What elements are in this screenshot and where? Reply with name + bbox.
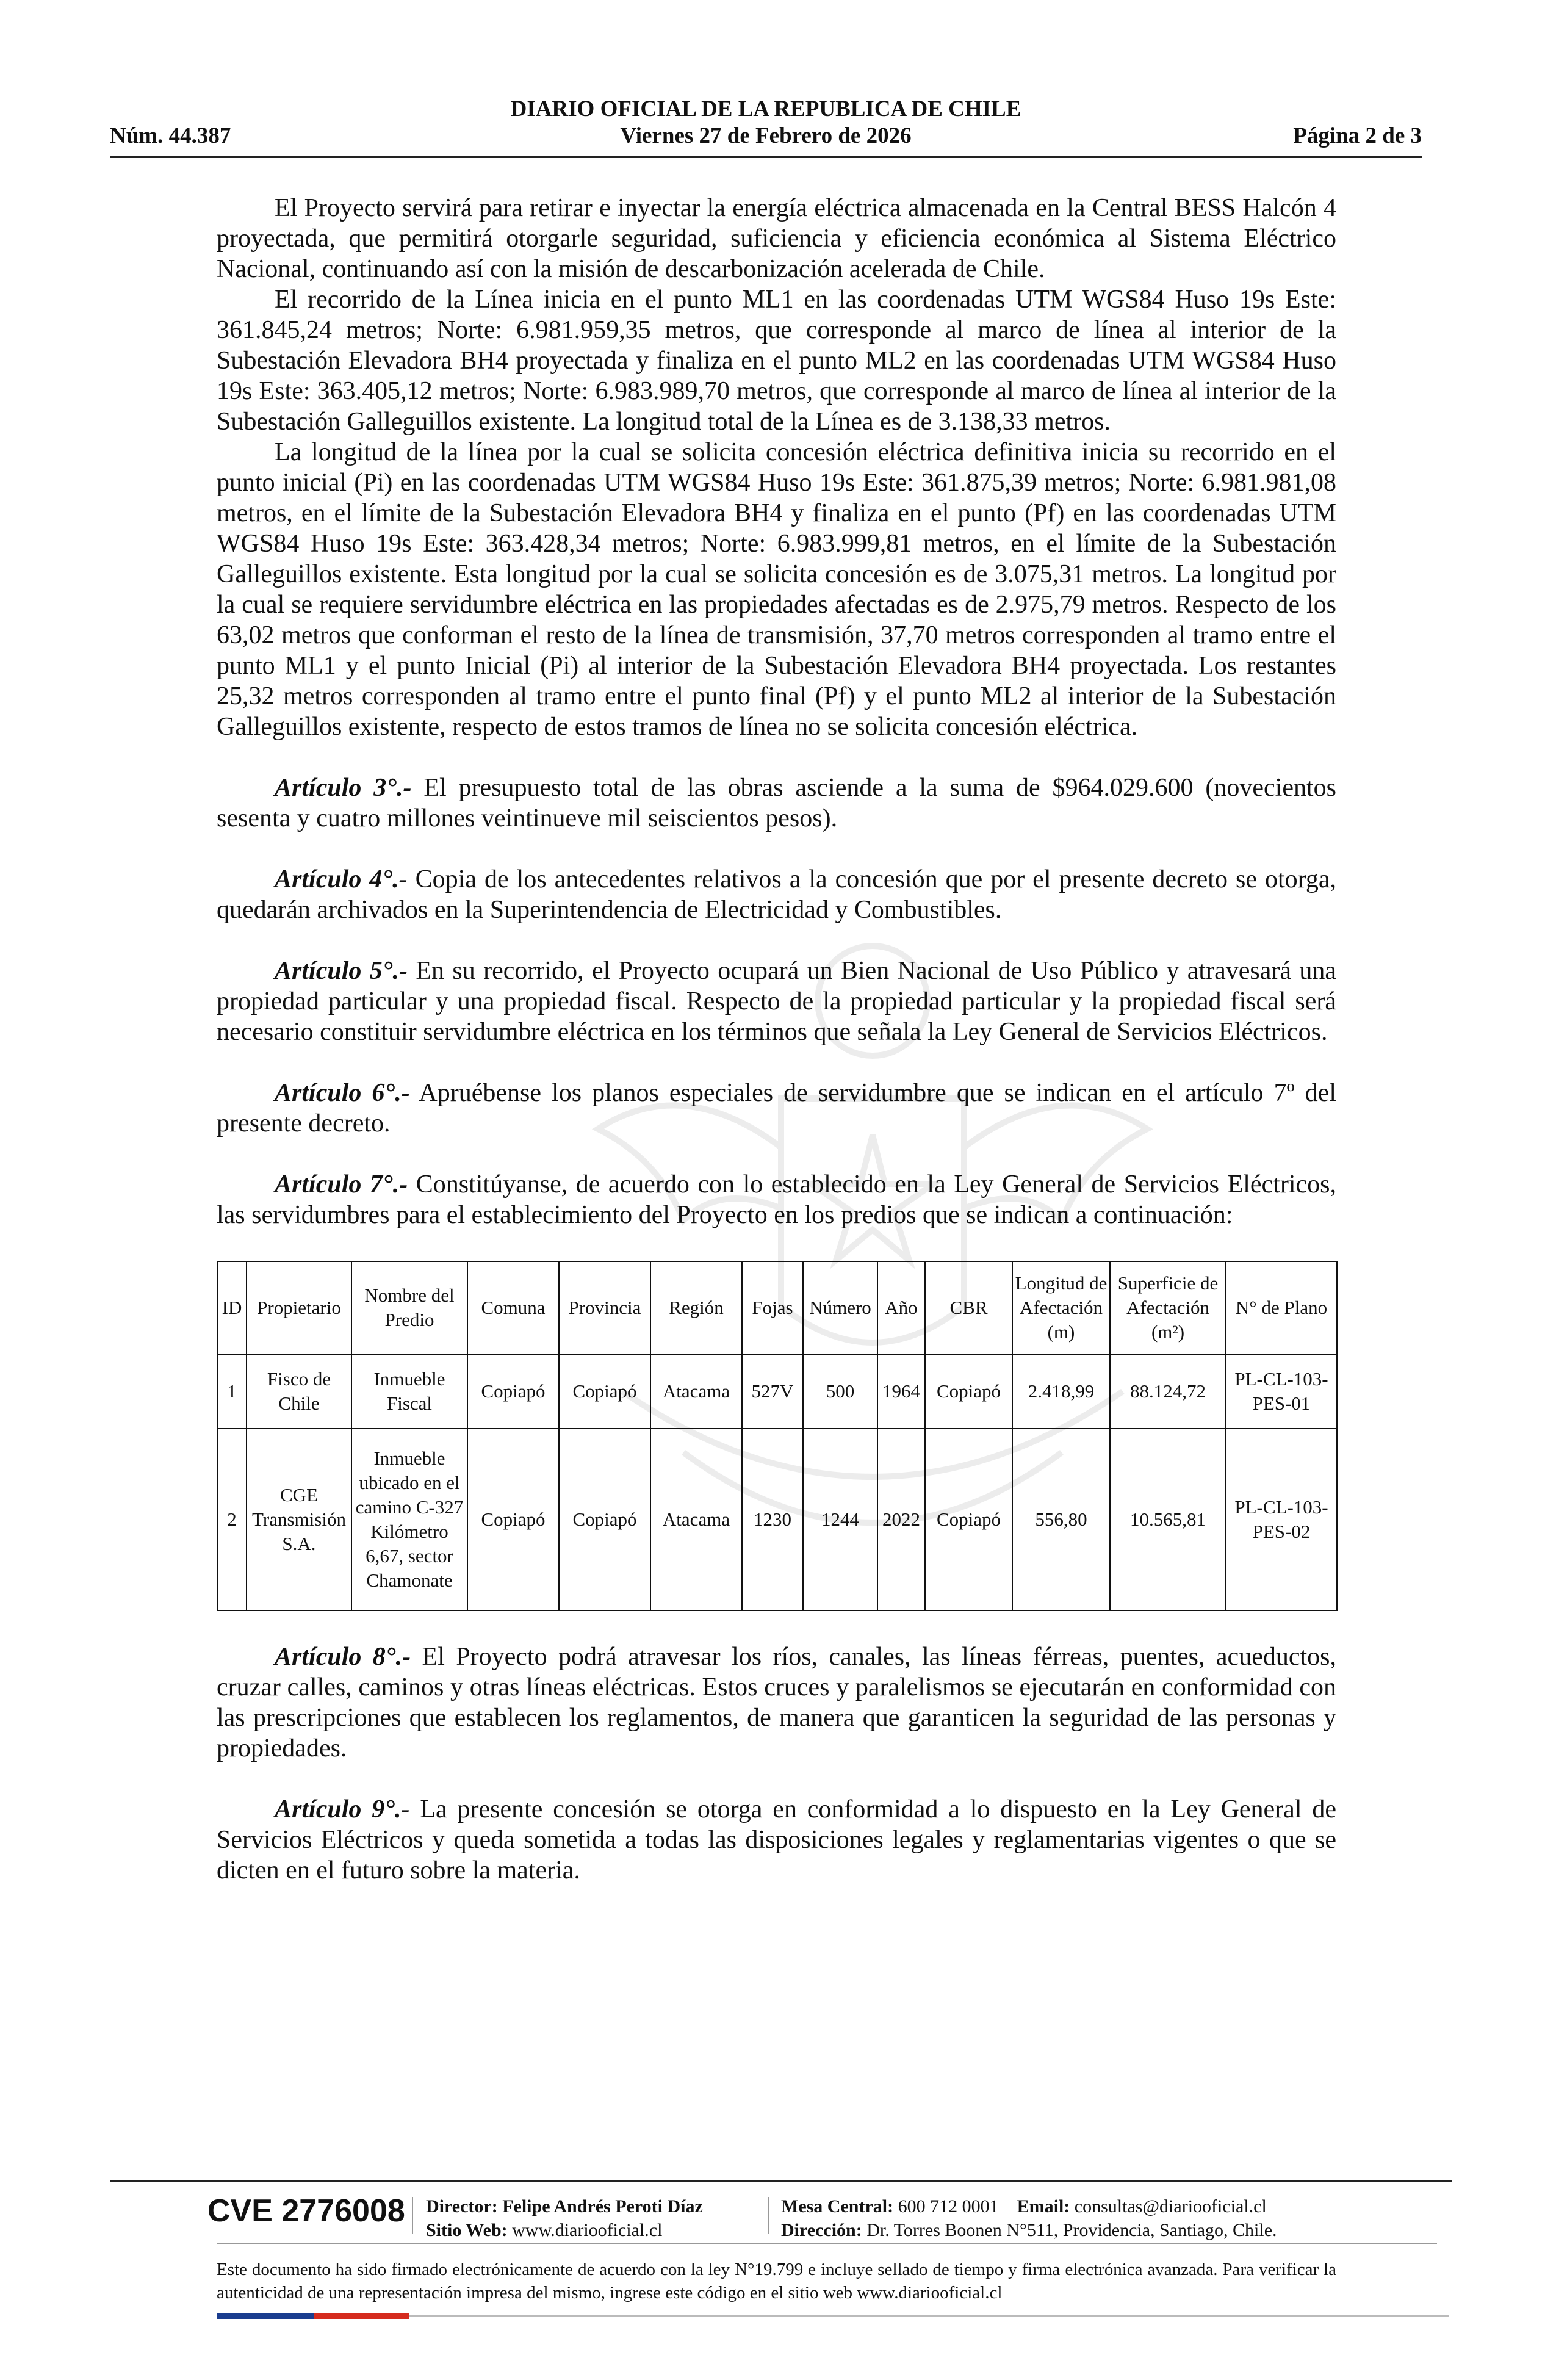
footer-separator	[768, 2197, 769, 2234]
footer-separator	[412, 2197, 413, 2234]
table-cell: CGE Transmisión S.A.	[247, 1429, 351, 1610]
table-cell: 88.124,72	[1110, 1354, 1226, 1429]
table-cell: Copiapó	[467, 1354, 559, 1429]
website-link[interactable]: www.diariooficial.cl	[512, 2220, 663, 2240]
column-header: Propietario	[247, 1261, 351, 1354]
column-header: CBR	[925, 1261, 1012, 1354]
article-5-label: Artículo 5°.-	[275, 957, 408, 985]
column-header: ID	[217, 1261, 247, 1354]
footer-divider	[110, 2180, 1452, 2182]
servidumbre-table	[217, 1261, 1338, 1611]
footer-contact-block	[781, 2194, 1277, 2242]
header-divider	[110, 156, 1422, 158]
flag-stripe-blue	[217, 2313, 314, 2319]
article-9	[217, 1794, 1336, 1886]
article-9-text: La presente concesión se otorga en conformidad a lo dispuesto en la Ley General de Servicios Eléctricos y queda sometida a todas las disposiciones legales y reglamentarias vigentes o que se dicten en el futuro sobre la materia.	[217, 1795, 1336, 1884]
page-header	[110, 92, 1422, 153]
email-label: Email:	[1017, 2196, 1070, 2216]
address-label: Dirección:	[781, 2220, 862, 2240]
table-cell: 1	[217, 1354, 247, 1429]
table-cell: Copiapó	[925, 1429, 1012, 1610]
article-5	[217, 956, 1336, 1047]
article-7-label: Artículo 7°.-	[275, 1170, 408, 1199]
table-cell: PL-CL-103-PES-01	[1226, 1354, 1337, 1429]
table-header-row	[217, 1261, 1337, 1354]
page-number: Página 2 de 3	[1293, 123, 1422, 148]
address: Dr. Torres Boonen N°511, Providencia, Santiago, Chile.	[866, 2220, 1277, 2240]
paragraph-concession-length: La longitud de la línea por la cual se solicita concesión eléctrica definitiva inicia su recorrido en el punto inicial (Pi) en las coordenadas UTM WGS84 Huso 19s Este: 361.875,39 metros; Norte: 6.981.981,08 metros, en el límite de la Subestación Elevadora BH4 y finaliza en el punto (Pf) en las coordenadas UTM WGS84 Huso 19s Este: 363.428,34 metros; Norte: 6.983.999,81 metros, en el límite de la Subestación Galleguillos existente. Esta longitud por la cual se solicita concesión es de 3.075,31 metros. La longitud por la cual se requiere servidumbre eléctrica en las propiedades afectadas es de 2.975,79 metros. Respecto de los 63,02 metros que conforman el resto de la línea de transmisión, 37,70 metros corresponden al tramo entre el punto ML1 y el punto Inicial (Pi) al interior de la Subestación Elevadora BH4 proyectada. Los restantes 25,32 metros corresponden al tramo entre el punto final (Pf) y el punto ML2 al interior de la Subestación Galleguillos existente, respecto de estos tramos de línea no se solicita concesión eléctrica.	[217, 438, 1336, 741]
column-header: Comuna	[467, 1261, 559, 1354]
article-8-label: Artículo 8°.-	[275, 1643, 411, 1671]
article-5-text: En su recorrido, el Proyecto ocupará un Bien Nacional de Uso Público y atravesará una propiedad particular y una propiedad fiscal. Respecto de la propiedad particular y la propiedad fiscal será necesario constituir servidumbre eléctrica en los términos que señala la Ley General de Servicios Eléctricos.	[217, 957, 1336, 1046]
article-4-text: Copia de los antecedentes relativos a la concesión que por el presente decreto se otorga, quedarán archivados en la Superintendencia de Electricidad y Combustibles.	[217, 865, 1336, 924]
table-cell: 556,80	[1012, 1429, 1110, 1610]
article-3-text: El presupuesto total de las obras asciende a la suma de $964.029.600 (novecientos sesenta y cuatro millones veintinueve mil seiscientos pesos).	[217, 774, 1336, 832]
paragraph-project-purpose: El Proyecto servirá para retirar e inyectar la energía eléctrica almacenada en la Central BESS Halcón 4 proyectada, que permitirá otorgarle seguridad, suficiencia y eficiencia económica al Sistema Eléctrico Nacional, continuando así con la misión de descarbonización acelerada de Chile.	[217, 194, 1336, 283]
table-cell: Copiapó	[467, 1429, 559, 1610]
table-cell: 10.565,81	[1110, 1429, 1226, 1610]
article-3-label: Artículo 3°.-	[275, 774, 412, 802]
table-cell: 2022	[877, 1429, 925, 1610]
article-6-label: Artículo 6°.-	[275, 1079, 410, 1107]
table-cell: 527V	[742, 1354, 803, 1429]
table-cell: 1964	[877, 1354, 925, 1429]
table-cell: Fisco de Chile	[247, 1354, 351, 1429]
email-link[interactable]: consultas@diariooficial.cl	[1074, 2196, 1267, 2216]
column-header: Año	[877, 1261, 925, 1354]
article-8	[217, 1642, 1336, 1764]
table-cell: PL-CL-103-PES-02	[1226, 1429, 1337, 1610]
column-header: Fojas	[742, 1261, 803, 1354]
director-label: Director:	[426, 2196, 498, 2216]
table-cell: 1244	[803, 1429, 877, 1610]
table-cell: 1230	[742, 1429, 803, 1610]
column-header: Superficie de Afectación (m²)	[1110, 1261, 1226, 1354]
article-6	[217, 1078, 1336, 1139]
article-4	[217, 864, 1336, 925]
table-cell: Inmueble ubicado en el camino C-327 Kilómetro 6,67, sector Chamonate	[351, 1429, 467, 1610]
issue-date: Viernes 27 de Febrero de 2026	[620, 123, 912, 148]
table-row	[217, 1429, 1337, 1610]
article-3	[217, 773, 1336, 834]
table-cell: Atacama	[650, 1429, 742, 1610]
article-8-text: El Proyecto podrá atravesar los ríos, canales, las líneas férreas, puentes, acueductos, cruzar calles, caminos y otras líneas eléctricas. Estos cruces y paralelismos se ejecutarán en conformidad con las prescripciones que establecen los reglamentos, de manera que garanticen la seguridad de las personas y propiedades.	[217, 1643, 1336, 1762]
table-cell: Copiapó	[925, 1354, 1012, 1429]
footer-divider-thin	[217, 2243, 1437, 2244]
table-cell: Inmueble Fiscal	[351, 1354, 467, 1429]
issue-number: Núm. 44.387	[110, 123, 231, 148]
director-name: Felipe Andrés Peroti Díaz	[502, 2196, 703, 2216]
table-cell: Copiapó	[559, 1354, 650, 1429]
table-cell: 500	[803, 1354, 877, 1429]
column-header: Longitud de Afectación (m)	[1012, 1261, 1110, 1354]
cve-code: CVE 2776008	[207, 2193, 405, 2229]
table-cell: Atacama	[650, 1354, 742, 1429]
column-header: Número	[803, 1261, 877, 1354]
table-cell: 2.418,99	[1012, 1354, 1110, 1429]
mesa-label: Mesa Central:	[781, 2196, 894, 2216]
web-label: Sitio Web:	[426, 2220, 508, 2240]
article-7-text: Constitúyanse, de acuerdo con lo establecido en la Ley General de Servicios Eléctricos, las servidumbres para el establecimiento del Proyecto en los predios que se indican a continuación:	[217, 1170, 1336, 1229]
document-body	[217, 193, 1336, 1886]
paragraph-line-route: El recorrido de la Línea inicia en el punto ML1 en las coordenadas UTM WGS84 Huso 19s Este: 361.845,24 metros; Norte: 6.981.959,35 metros, que corresponde al marco de línea al interior de la Subestación Elevadora BH4 proyectada y finaliza en el punto ML2 en las coordenadas UTM WGS84 Huso 19s Este: 363.405,12 metros; Norte: 6.983.989,70 metros, que corresponde al marco de línea al interior de la Subestación Galleguillos existente. La longitud total de la Línea es de 3.138,33 metros.	[217, 286, 1336, 436]
column-header: Provincia	[559, 1261, 650, 1354]
footer-director-block	[426, 2194, 703, 2242]
legal-notice: Este documento ha sido firmado electrónicamente de acuerdo con la ley N°19.799 e incluye sellado de tiempo y firma electrónica avanzada. Para verificar la autenticidad de una representación impresa del mismo, ingrese este código en el sitio web www.diariooficial.cl	[217, 2260, 1336, 2302]
flag-stripe-red	[314, 2313, 409, 2319]
article-6-text: Apruébense los planos especiales de servidumbre que se indican en el artículo 7º del presente decreto.	[217, 1079, 1336, 1138]
article-9-label: Artículo 9°.-	[275, 1795, 410, 1823]
table-row	[217, 1354, 1337, 1429]
column-header: Nombre del Predio	[351, 1261, 467, 1354]
article-4-label: Artículo 4°.-	[275, 865, 408, 893]
table-cell: Copiapó	[559, 1429, 650, 1610]
article-7	[217, 1169, 1336, 1230]
column-header: Región	[650, 1261, 742, 1354]
table-cell: 2	[217, 1429, 247, 1610]
mesa-phone: 600 712 0001	[898, 2196, 999, 2216]
column-header: N° de Plano	[1226, 1261, 1337, 1354]
newspaper-title: DIARIO OFICIAL DE LA REPUBLICA DE CHILE	[510, 96, 1021, 121]
